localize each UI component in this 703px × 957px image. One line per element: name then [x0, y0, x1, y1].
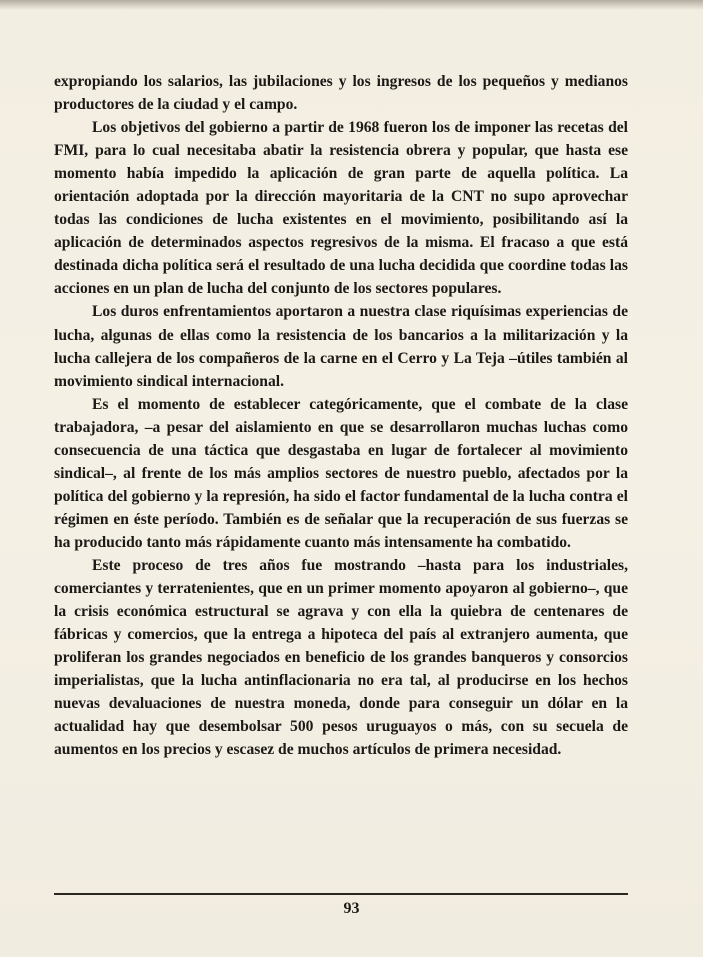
page-edge-shadow [0, 0, 703, 10]
paragraph-government-objectives: Los objetivos del gobierno a partir de 1968 fueron los de imponer las recetas del FMI, para lo cual necesitaba abatir la resistencia obrera y popular, que hasta ese momento había impedido la aplicación de gran parte de aquella política. La orientación adoptada por la dirección mayoritaria de la CNT no supo aprovechar todas las condiciones de lucha existentes en el movimiento, posibilitando así la aplicación de determinados aspectos regresivos de la misma. El fracaso a que está destinada dicha política será el resultado de una lucha decidida que coordine todas las acciones en un plan de lucha del conjunto de los sectores populares. [54, 119, 628, 298]
page-number: 93 [343, 900, 360, 917]
paragraph-confrontations: Los duros enfrentamientos aportaron a nuestra clase riquísimas experiencias de lucha, algunas de ellas como la resistencia de los bancarios a la militarización y la lucha callejera de los compañeros de la carne en el Cerro y La Teja –útiles también al movimiento sindical internacional. [54, 303, 628, 390]
paragraph-three-year-process: Este proceso de tres años fue mostrando –hasta para los industriales, comerciantes y terratenientes, que en un primer momento apoyaron al gobierno–, que la crisis económica estructural se agrava y con ella la quiebra de centenares de fábricas y comercios, que la entrega a hipoteca del país al extranjero aumenta, que proliferan los grandes negociados en beneficio de los grandes banqueros y consorcios imperialistas, que la lucha antinflacionaria no era tal, al producirse en los hechos nuevas devaluaciones de nuestra moneda, donde para conseguir un dólar en la actualidad hay que desembolsar 500 pesos uruguayos o más, con su secuela de aumentos en los precios y escasez de muchos artículos de primera necesidad. [54, 556, 628, 759]
paragraph-continuation: expropiando los salarios, las jubilaciones y los ingresos de los pequeños y medianos productores de la ciudad y el campo. [54, 73, 628, 114]
footer-rule [54, 893, 628, 895]
body-text [54, 70, 628, 761]
paragraph-working-class-combat: Es el momento de establecer categóricamente, que el combate de la clase trabajadora, –a pesar del aislamiento en que se desarrollaron muchas luchas como consecuencia de una táctica que desgastaba en lugar de fortalecer al movimiento sindical–, al frente de los más amplios sectores de nuestro pueblo, afectados por la política del gobierno y la represión, ha sido el factor fundamental de la lucha contra el régimen en éste período. También es de señalar que la recuperación de sus fuerzas se ha producido tanto más rápidamente cuanto más intensamente ha combatido. [54, 395, 628, 551]
